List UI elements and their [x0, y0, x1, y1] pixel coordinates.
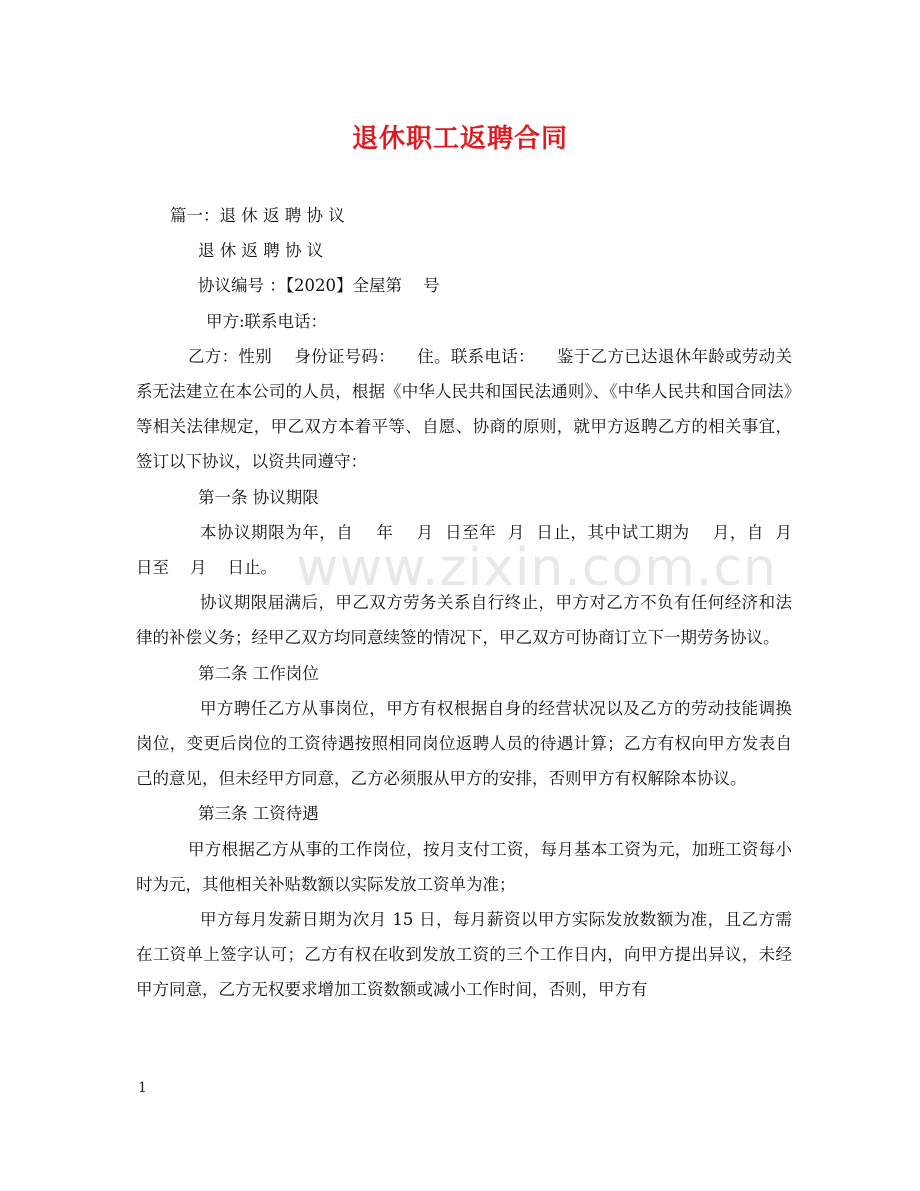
paragraph-party-b: 乙方：性别 身份证号码： 住。联系电话： 鉴于乙方已达退休年龄或劳动关系无法建立在本公司的人员，根据《中华人民共和国民法通则》、《中华人民共和国合同法》等相关法律规定，甲乙双方本着平等、自愿、协商的原则，就甲方返聘乙方的相关事宜，签订以下协议，以资共同遵守： [136, 346, 792, 472]
paragraph-article-2-position: 甲方聘任乙方从事岗位，甲方有权根据自身的经营状况以及乙方的劳动技能调换岗位，变更后岗位的工资待遇按照相同岗位返聘人员的待遇计算；乙方有权向甲方发表自己的意见，但未经甲方同意，乙方必须服从甲方的安排，否则甲方有权解除本协议。 [136, 698, 792, 789]
document-title: 退休职工返聘合同 [351, 124, 568, 154]
paragraph-article-1-expiry: 协议期限届满后，甲乙双方劳务关系自行终止，甲方对乙方不负有任何经济和法律的补偿义务；经甲乙双方均同意续签的情况下，甲乙双方可协商订立下一期劳务协议。 [136, 593, 792, 648]
page-number: 1 [138, 1080, 147, 1096]
document-body [136, 198, 803, 1008]
paragraph-party-a: 甲方:联系电话： [206, 311, 328, 331]
watermark-text: www.zixin.com.cn [296, 538, 777, 598]
paragraph-part-heading: 篇一：退 休 返 聘 协 议 [170, 206, 345, 225]
paragraph-article-1-term: 本协议期限为年，自 年 月 日至年 月 日止，其中试工期为 月，自 月 日至 月 日止。 [136, 522, 803, 578]
paragraph-agreement-number: 协议编号 ：【2020】全屋第 号 [198, 276, 440, 296]
heading-article-2: 第二条 工作岗位 [198, 663, 319, 683]
heading-article-3: 第三条 工资待遇 [198, 804, 319, 824]
paragraph-article-3-salary: 甲方根据乙方从事的工作岗位，按月支付工资，每月基本工资为元，加班工资每小时为元，其他相关补贴数额以实际发放工资单为准； [136, 839, 792, 894]
heading-article-1: 第一条 协议期限 [198, 487, 319, 507]
paragraph-article-3-payday: 甲方每月发薪日期为次月 15 日，每月薪资以甲方实际发放数额为准，且乙方需在工资单上签字认可；乙方有权在收到发放工资的三个工作日内，向甲方提出异议，未经甲方同意，乙方无权要求增加工资数额或减小工作时间，否则，甲方有 [136, 910, 792, 1000]
paragraph-agreement-heading: 退 休 返 聘 协 议 [198, 241, 324, 261]
